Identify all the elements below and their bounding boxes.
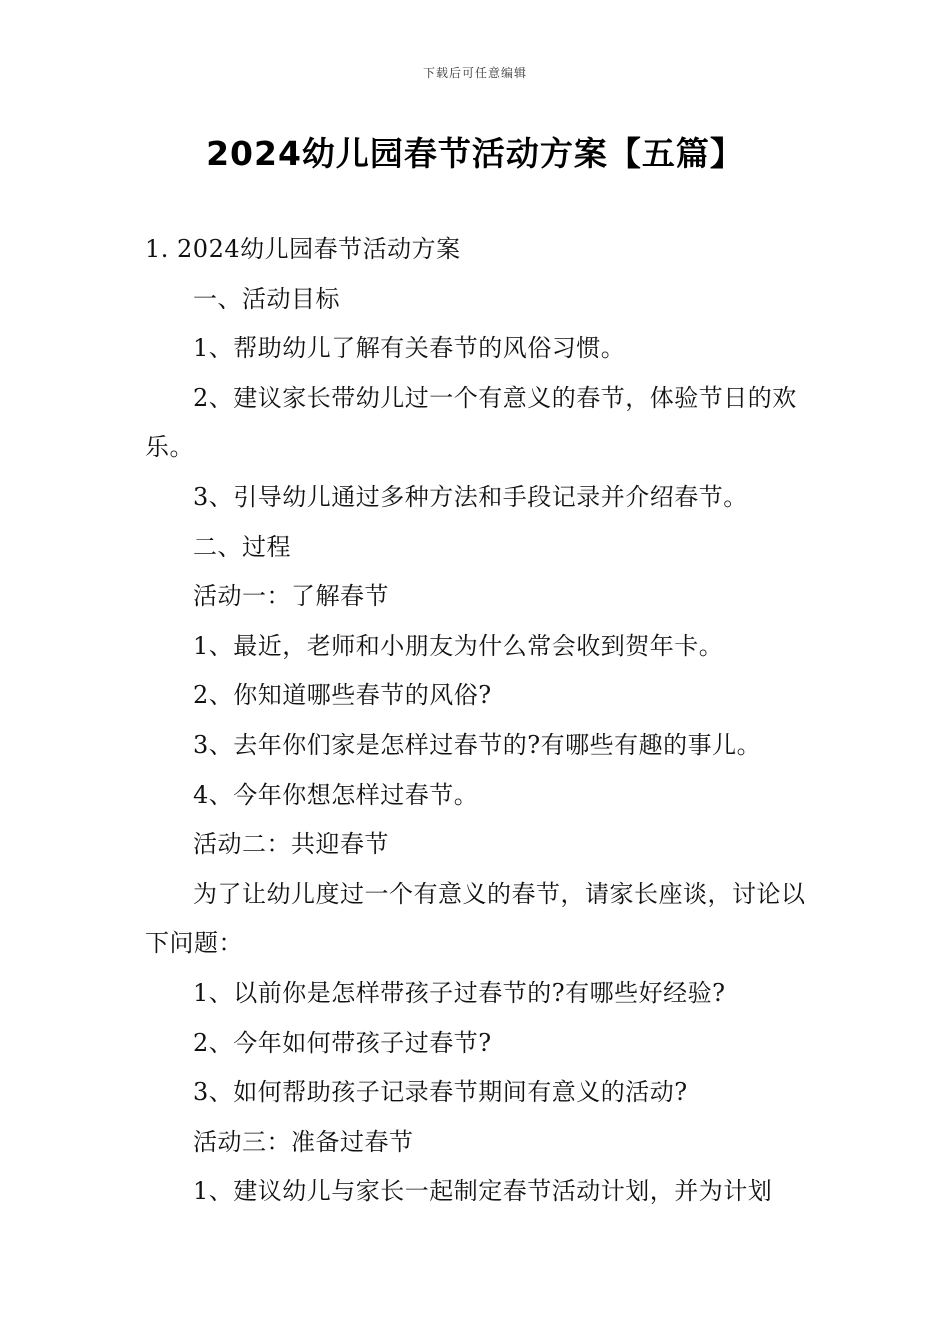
goal-item: 2、建议家长带幼儿过一个有意义的春节，体验节日的欢乐。	[145, 383, 797, 462]
activity-item: 3、如何帮助孩子记录春节期间有意义的活动?	[193, 1078, 688, 1107]
activity-item: 1、建议幼儿与家长一起制定春节活动计划，并为计划	[193, 1177, 773, 1206]
activity-item: 4、今年你想怎样过春节。	[193, 780, 479, 809]
goal-item: 1、帮助幼儿了解有关春节的风俗习惯。	[193, 334, 626, 363]
activity-item: 2、今年如何带孩子过春节?	[193, 1028, 492, 1057]
document-title: 2024幼儿园春节活动方案【五篇】	[206, 134, 744, 173]
document-body	[145, 225, 810, 1217]
activity-heading: 活动三：准备过春节	[193, 1127, 414, 1156]
heading-process: 二、过程	[193, 532, 291, 561]
activity-heading: 活动二：共迎春节	[193, 830, 389, 859]
activity-item: 1、最近，老师和小朋友为什么常会收到贺年卡。	[193, 631, 724, 660]
header-note: 下载后可任意编辑	[422, 66, 527, 80]
activity-item: 1、以前你是怎样带孩子过春节的?有哪些好经验?	[193, 978, 726, 1007]
activity-paragraph: 为了让幼儿度过一个有意义的春节，请家长座谈，讨论以下问题：	[145, 879, 806, 958]
goal-item: 3、引导幼儿通过多种方法和手段记录并介绍春节。	[193, 482, 748, 511]
activity-item: 3、去年你们家是怎样过春节的?有哪些有趣的事儿。	[193, 730, 762, 759]
activity-heading: 活动一：了解春节	[193, 582, 389, 611]
heading-goals: 一、活动目标	[193, 284, 340, 313]
section-heading: 1. 2024幼儿园春节活动方案	[145, 235, 461, 263]
activity-item: 2、你知道哪些春节的风俗?	[193, 681, 492, 710]
